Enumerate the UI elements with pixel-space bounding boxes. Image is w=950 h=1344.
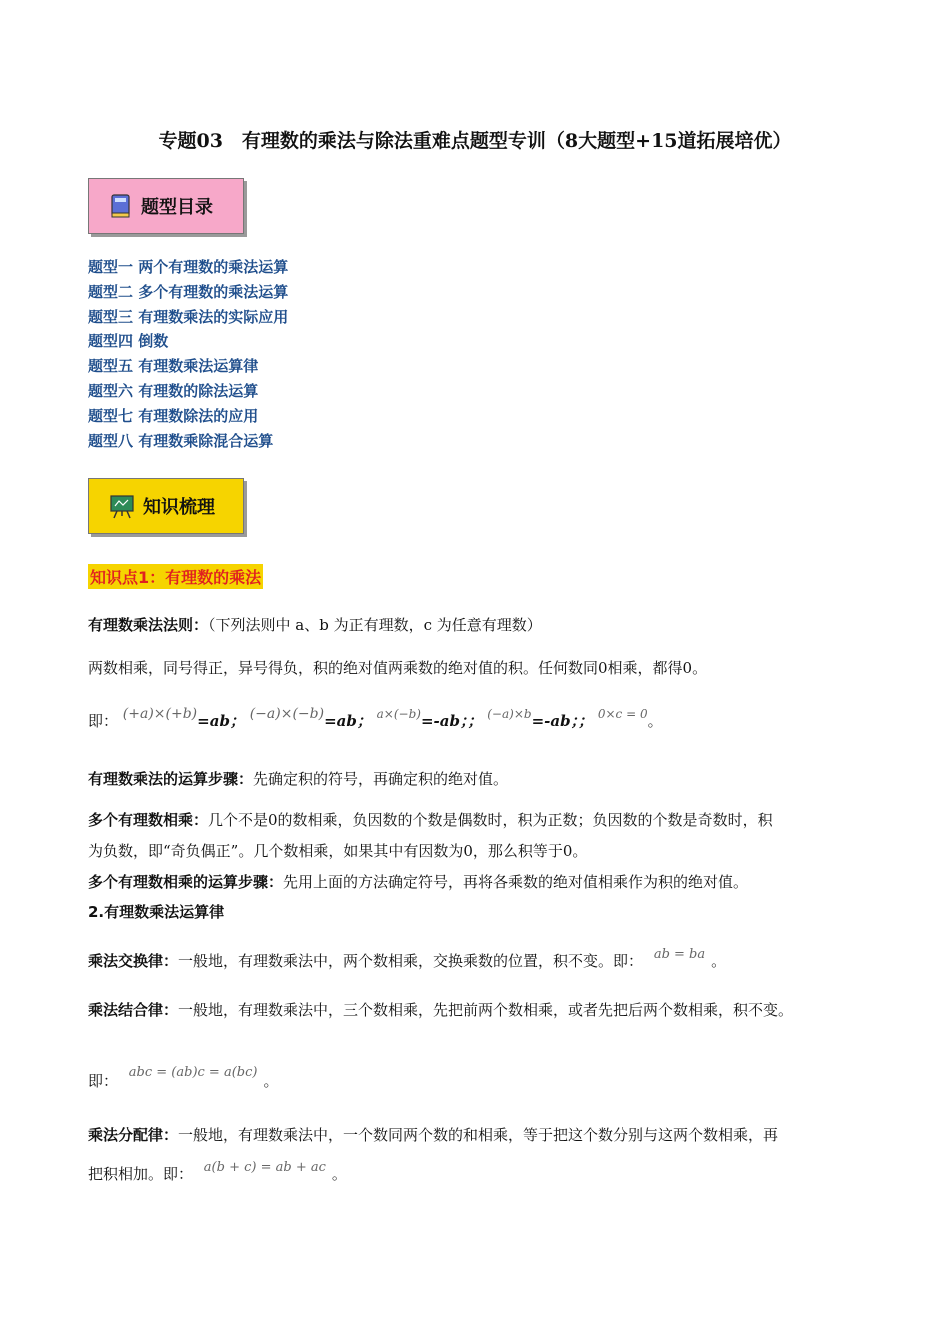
multi-label: 多个有理数相乘：	[88, 811, 209, 829]
associative-paragraph	[88, 999, 793, 1020]
knowledge-badge-label: 知识梳理	[143, 497, 215, 518]
toc-list	[88, 255, 288, 453]
formula-result: =ab；	[197, 712, 245, 730]
distributive-label: 乘法分配律：	[88, 1126, 179, 1144]
toc-badge	[88, 178, 244, 234]
formula: a×(−b)	[376, 707, 421, 721]
formula: abc = (ab)c = a(bc)	[128, 1065, 258, 1080]
knowledge-point-heading: 知识点1：有理数的乘法	[88, 564, 263, 589]
toc-item[interactable]: 题型三 有理数乘法的实际应用	[88, 307, 289, 326]
multi-steps-paragraph	[88, 871, 748, 892]
formula: (−a)×(−b)	[249, 706, 325, 722]
sentence-end: 。	[711, 952, 727, 970]
formula-result: =-ab；；	[531, 712, 594, 730]
multi-steps-label: 多个有理数相乘的运算步骤：	[88, 873, 284, 891]
distributive-text: 把积相加。即：	[88, 1165, 194, 1183]
toc-item[interactable]: 题型六 有理数的除法运算	[88, 381, 259, 400]
commutative-label: 乘法交换律：	[88, 952, 179, 970]
sentence-end: 。	[647, 712, 663, 730]
knowledge-badge	[88, 478, 244, 534]
rule-label: 有理数乘法法则：	[88, 616, 209, 634]
toc-item[interactable]: 题型七 有理数除法的应用	[88, 406, 259, 425]
toc-item[interactable]: 题型二 多个有理数的乘法运算	[88, 282, 289, 301]
associative-label: 乘法结合律：	[88, 1001, 179, 1019]
formula: 0×c = 0	[597, 707, 648, 721]
examples-line	[88, 706, 663, 731]
multi-steps-text: 先用上面的方法确定符号，再将各乘数的绝对值相乘作为积的绝对值。	[283, 873, 749, 891]
associative-text: 一般地，有理数乘法中，三个数相乘，先把前两个数相乘，或者先把后两个数相乘，积不变。	[178, 1001, 794, 1019]
distributive-line	[88, 1160, 347, 1184]
examples-prefix: 即：	[88, 712, 119, 730]
blackboard-icon	[109, 493, 135, 519]
page-title: 专题03 有理数的乘法与除法重难点题型专训（8大题型+15道拓展培优）	[158, 130, 792, 152]
steps-text: 先确定积的符号，再确定积的绝对值。	[253, 770, 509, 788]
formula: a(b + c) = ab + ac	[203, 1160, 326, 1175]
sentence-end: 。	[331, 1165, 347, 1183]
toc-item[interactable]: 题型四 倒数	[88, 332, 169, 351]
toc-item[interactable]: 题型八 有理数乘除混合运算	[88, 431, 274, 450]
commutative-paragraph	[88, 947, 727, 971]
toc-item[interactable]: 题型一 两个有理数的乘法运算	[88, 258, 289, 276]
distributive-text: 一般地，有理数乘法中，一个数同两个数的和相乘，等于把这个数分别与这两个数相乘，再	[178, 1126, 779, 1144]
formula-result: =-ab；；	[420, 712, 483, 730]
multi-line: 为负数，即“奇负偶正”。几个数相乘，如果其中有因数为0，那么积等于0。	[88, 842, 588, 860]
multi-paragraph	[88, 809, 773, 830]
formula: (−a)×b	[487, 707, 532, 721]
commutative-text: 一般地，有理数乘法中，两个数相乘，交换乘数的位置，积不变。即：	[178, 952, 644, 970]
rule-line: 两数相乘，同号得正，异号得负，积的绝对值两乘数的绝对值的积。任何数同0相乘，都得0。	[88, 659, 708, 677]
rule-paragraph	[88, 614, 542, 635]
formula: ab = ba	[653, 947, 706, 962]
steps-label: 有理数乘法的运算步骤：	[88, 770, 254, 788]
section-heading: 2.有理数乘法运算律	[88, 903, 225, 921]
sentence-end: 。	[263, 1072, 279, 1090]
formula: (+a)×(+b)	[122, 706, 198, 722]
distributive-paragraph	[88, 1124, 778, 1145]
associative-prefix: 即：	[88, 1072, 119, 1090]
steps-paragraph	[88, 768, 508, 789]
formula-result: =ab；	[324, 712, 372, 730]
associative-line	[88, 1065, 279, 1091]
toc-item[interactable]: 题型五 有理数乘法运算律	[88, 357, 259, 376]
multi-text: 几个不是0的数相乘，负因数的个数是偶数时，积为正数；负因数的个数是奇数时，积	[208, 811, 773, 829]
rule-text: （下列法则中 a、b 为正有理数，c 为任意有理数）	[208, 616, 542, 634]
book-icon	[109, 193, 133, 219]
toc-badge-label: 题型目录	[141, 197, 213, 218]
